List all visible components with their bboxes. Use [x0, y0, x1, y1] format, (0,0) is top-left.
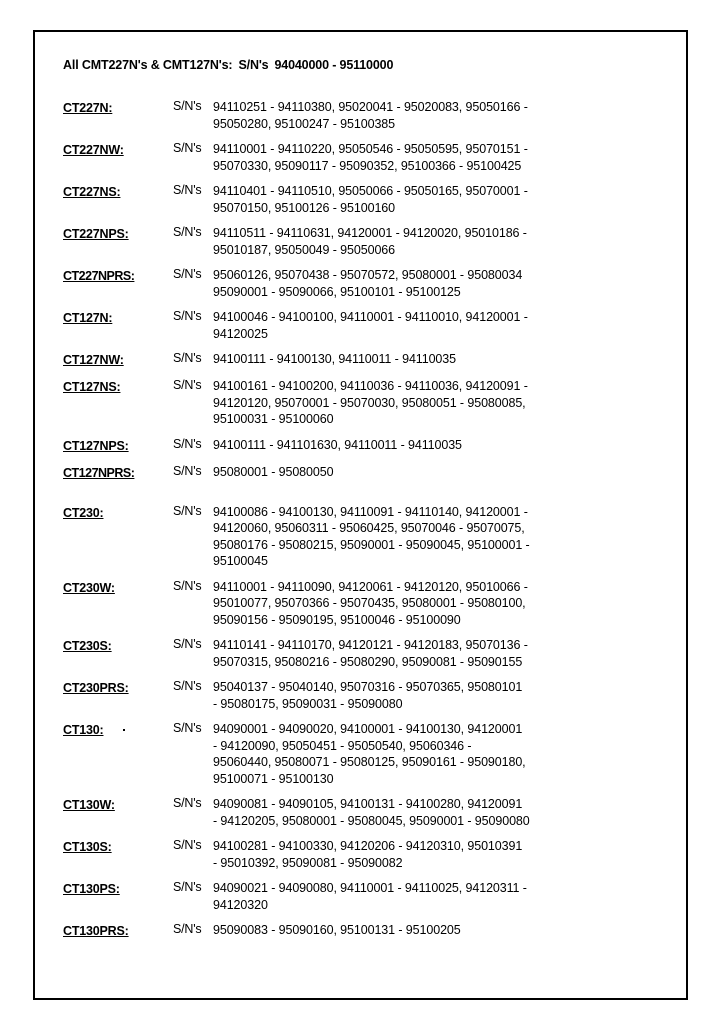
serial-range-lines	[213, 183, 672, 216]
sn-label: S/N's	[173, 378, 202, 392]
model-label: CT130PS:	[63, 882, 120, 896]
model-label-cell	[63, 637, 173, 655]
serial-range-line: - 95080175, 95090031 - 95090080	[213, 696, 403, 711]
model-label-cell	[63, 437, 173, 455]
document-page-frame	[33, 30, 688, 1000]
serial-range-line: 94110511 - 94110631, 94120001 - 94120020, 95010186 -	[213, 226, 527, 240]
serial-number-entry-list	[63, 99, 672, 940]
sn-label: S/N's	[173, 838, 202, 852]
serial-entry-row	[63, 351, 672, 369]
model-label: CT227NPRS:	[63, 269, 135, 283]
serial-range-lines	[213, 267, 672, 300]
serial-range-lines	[213, 464, 672, 481]
serial-range-line: 94110001 - 94110220, 95050546 - 95050595, 95070151 -	[213, 142, 528, 156]
model-label-cell	[63, 880, 173, 898]
serial-range-lines	[213, 796, 672, 829]
serial-range-line: - 94120205, 95080001 - 95080045, 95090001 - 95090080	[213, 813, 530, 828]
serial-range-lines	[213, 309, 672, 342]
model-label-cell	[63, 141, 173, 159]
serial-range-line: 95090156 - 95090195, 95100046 - 95100090	[213, 612, 461, 627]
serial-range-line: 94120120, 95070001 - 95070030, 95080051 - 95080085,	[213, 395, 526, 410]
model-label-cell	[63, 679, 173, 697]
sn-label: S/N's	[173, 922, 202, 936]
serial-entry-row	[63, 796, 672, 829]
serial-range-line: 95100071 - 95100130	[213, 771, 334, 786]
serial-entry-row	[63, 309, 672, 342]
serial-entry-row	[63, 141, 672, 174]
sn-label: S/N's	[173, 721, 202, 735]
serial-range-lines	[213, 880, 672, 913]
serial-range-line: 94120025	[213, 326, 268, 341]
document-content	[63, 58, 672, 949]
model-label: CT130PRS:	[63, 924, 129, 938]
serial-entry-row	[63, 225, 672, 258]
serial-range-line: 94090001 - 94090020, 94100001 - 94100130, 94120001	[213, 722, 523, 736]
serial-range-line: 95060440, 95080071 - 95080125, 95090161 - 95090180,	[213, 755, 526, 769]
sn-label: S/N's	[173, 141, 202, 155]
model-label-cell	[63, 721, 173, 739]
model-label-cell	[63, 225, 173, 243]
model-label: CT227NS:	[63, 185, 121, 199]
sn-label: S/N's	[173, 578, 202, 593]
serial-range-lines	[213, 504, 672, 570]
model-label: CT227N:	[63, 101, 113, 115]
sn-label: S/N's	[173, 503, 202, 518]
serial-range-line: 95010077, 95070366 - 95070435, 95080001 - 95080100,	[213, 596, 526, 610]
serial-range-line: 94100086 - 94100130, 94110091 - 94110140, 94120001 -	[213, 504, 528, 519]
stray-dot-mark	[123, 729, 125, 731]
serial-entry-row	[63, 267, 672, 300]
serial-range-line: 95070150, 95100126 - 95100160	[213, 200, 396, 215]
serial-range-lines	[213, 679, 672, 712]
model-label-cell	[63, 464, 173, 482]
serial-entry-row	[63, 922, 672, 940]
serial-range-line: - 94120090, 95050451 - 95050540, 95060346 -	[213, 738, 472, 753]
model-label-cell	[63, 378, 173, 396]
sn-label: S/N's	[173, 463, 202, 478]
serial-range-line: 95040137 - 95040140, 95070316 - 95070365, 95080101	[213, 680, 523, 694]
sn-label: S/N's	[173, 99, 202, 113]
model-label: CT130W:	[63, 798, 115, 812]
model-label: CT130S:	[63, 840, 112, 854]
model-label-cell	[63, 351, 173, 369]
serial-range-lines	[213, 579, 672, 629]
serial-range-lines	[213, 99, 672, 132]
sn-label: S/N's	[173, 796, 202, 810]
heading-sn-label: S/N's	[238, 58, 269, 72]
serial-range-lines	[213, 225, 672, 258]
serial-entry-row	[63, 183, 672, 216]
serial-range-line: 94100111 - 94100130, 94110011 - 94110035	[213, 352, 456, 366]
serial-range-lines	[213, 721, 672, 787]
serial-range-line: 94100046 - 94100100, 94110001 - 94110010, 94120001 -	[213, 310, 528, 324]
heading-title: All CMT227N's & CMT127N's:	[63, 58, 233, 72]
serial-range-line: 94120320	[213, 897, 268, 912]
serial-range-line: - 95010392, 95090081 - 95090082	[213, 855, 403, 870]
model-label-cell	[63, 922, 173, 940]
sn-label: S/N's	[173, 351, 202, 365]
serial-range-line: 95100045	[213, 554, 268, 568]
model-label-cell	[63, 99, 173, 117]
serial-range-line: 94110001 - 94110090, 94120061 - 94120120, 95010066 -	[213, 579, 528, 594]
serial-range-line: 95080001 - 95080050	[213, 464, 334, 479]
sn-label: S/N's	[173, 309, 202, 323]
serial-range-line: 94110251 - 94110380, 95020041 - 95020083, 95050166 -	[213, 100, 528, 114]
serial-range-lines	[213, 141, 672, 174]
sn-label: S/N's	[173, 225, 202, 239]
serial-range-lines	[213, 437, 672, 454]
serial-entry-row	[63, 721, 672, 787]
serial-entry-row	[63, 838, 672, 871]
serial-entry-row	[63, 579, 672, 629]
model-label-cell	[63, 504, 173, 522]
serial-range-line: 94090081 - 94090105, 94100131 - 94100280, 94120091	[213, 797, 523, 811]
serial-range-lines	[213, 637, 672, 670]
sn-label: S/N's	[173, 637, 202, 651]
model-label: CT230S:	[63, 639, 112, 653]
sn-label: S/N's	[173, 267, 202, 281]
serial-range-line: 94110141 - 94110170, 94120121 - 94120183, 95070136 -	[213, 638, 528, 652]
serial-range-line: 94090021 - 94090080, 94110001 - 94110025, 94120311 -	[213, 881, 527, 895]
serial-range-line: 95090001 - 95090066, 95100101 - 95100125	[213, 284, 461, 299]
serial-range-line: 94110401 - 94110510, 95050066 - 95050165, 95070001 -	[213, 184, 528, 198]
serial-range-line: 95050280, 95100247 - 95100385	[213, 116, 396, 131]
serial-range-line: 95090083 - 95090160, 95100131 - 95100205	[213, 923, 461, 937]
serial-range-lines	[213, 838, 672, 871]
serial-entry-row	[63, 464, 672, 482]
model-label: CT230:	[63, 505, 104, 520]
heading-range: 94040000 - 95110000	[274, 58, 394, 72]
serial-entry-row	[63, 437, 672, 455]
serial-range-line: 94100161 - 94100200, 94110036 - 94110036, 94120091 -	[213, 379, 528, 393]
model-label: CT127N:	[63, 311, 113, 325]
sn-label: S/N's	[173, 436, 202, 451]
sn-label: S/N's	[173, 880, 202, 894]
serial-range-line: 95100031 - 95100060	[213, 412, 334, 426]
serial-range-line: 95070315, 95080216 - 95080290, 95090081 - 95090155	[213, 654, 523, 669]
model-label: CT127NPRS:	[63, 465, 135, 480]
serial-range-lines	[213, 922, 672, 939]
serial-range-line: 95070330, 95090117 - 95090352, 95100366 - 95100425	[213, 158, 522, 173]
serial-entry-row	[63, 880, 672, 913]
document-heading	[63, 58, 672, 72]
model-label: CT127NS:	[63, 380, 121, 394]
sn-label: S/N's	[173, 183, 202, 197]
model-label-cell	[63, 838, 173, 856]
serial-range-line: 94120060, 95060311 - 95060425, 95070046 - 95070075,	[213, 521, 525, 535]
model-label: CT127NW:	[63, 353, 124, 367]
serial-range-line: 94100111 - 941101630, 94110011 - 94110035	[213, 437, 462, 452]
model-label-cell	[63, 183, 173, 201]
serial-range-line: 94100281 - 94100330, 94120206 - 94120310, 95010391	[213, 839, 523, 853]
model-label: CT227NPS:	[63, 227, 129, 241]
serial-entry-row	[63, 679, 672, 712]
model-label: CT127NPS:	[63, 438, 129, 453]
serial-entry-row	[63, 99, 672, 132]
model-label: CT230PRS:	[63, 681, 129, 695]
serial-entry-row	[63, 637, 672, 670]
serial-range-lines	[213, 378, 672, 428]
model-label: CT227NW:	[63, 143, 124, 157]
model-label-cell	[63, 579, 173, 597]
model-label: CT130:	[63, 723, 104, 737]
model-label-cell	[63, 796, 173, 814]
serial-range-line: 95010187, 95050049 - 95050066	[213, 242, 396, 257]
serial-entry-row	[63, 378, 672, 428]
serial-range-line: 95060126, 95070438 - 95070572, 95080001 - 95080034	[213, 268, 523, 282]
model-label-cell	[63, 309, 173, 327]
serial-entry-row	[63, 504, 672, 570]
sn-label: S/N's	[173, 679, 202, 693]
serial-range-lines	[213, 351, 672, 368]
model-label-cell	[63, 267, 173, 285]
serial-range-line: 95080176 - 95080215, 95090001 - 95090045, 95100001 -	[213, 537, 530, 552]
model-label: CT230W:	[63, 580, 115, 595]
